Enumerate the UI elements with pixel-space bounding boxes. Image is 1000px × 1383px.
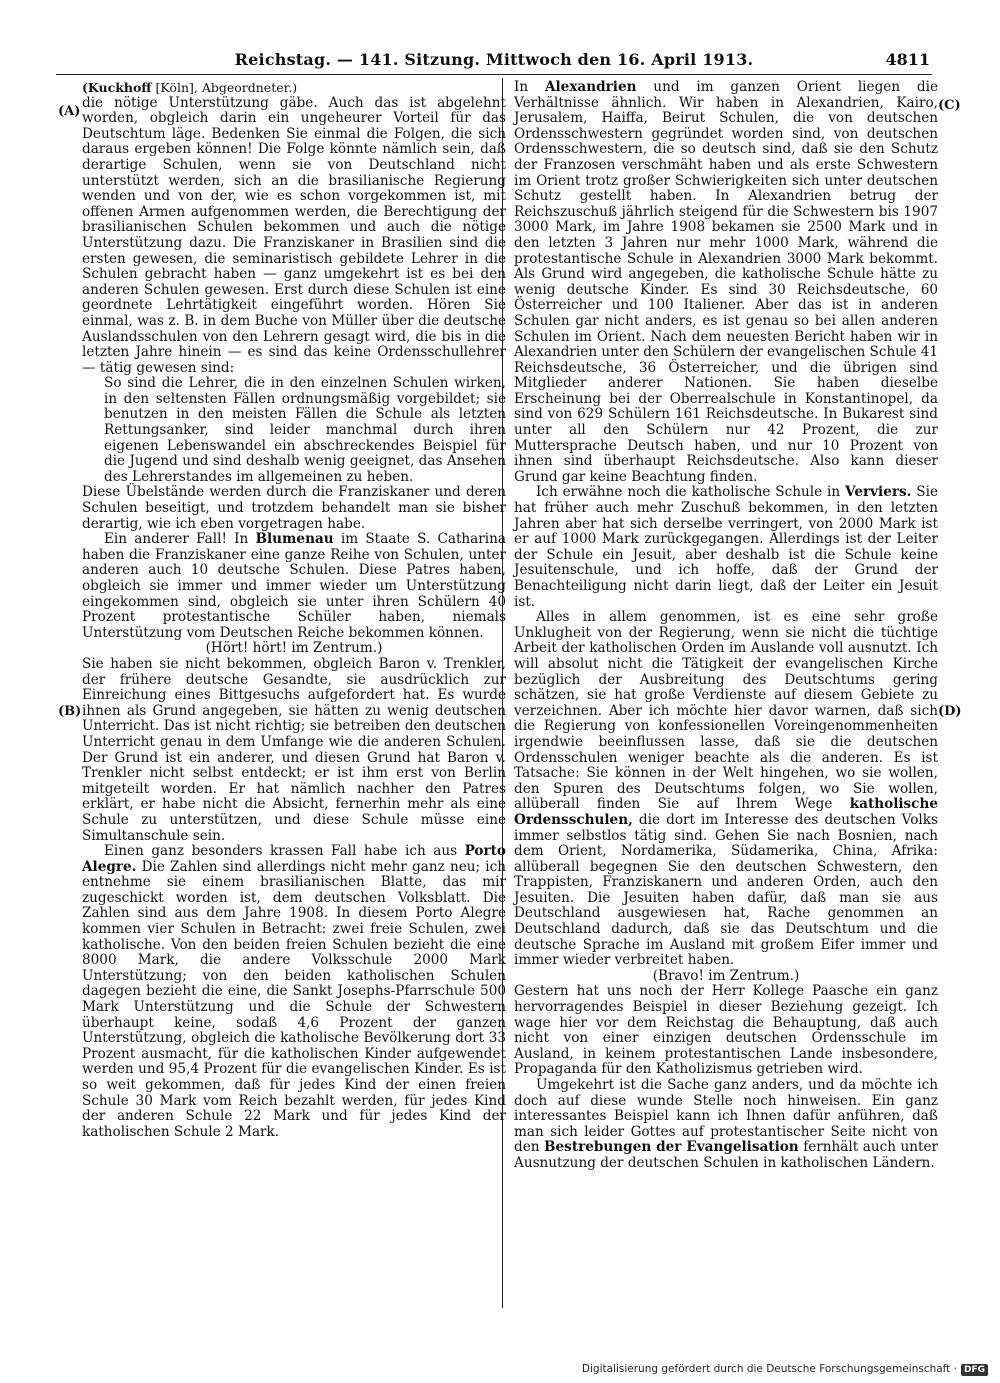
page-number: 4811 xyxy=(885,50,930,69)
page-header xyxy=(56,48,932,75)
paragraph: Umgekehrt ist die Sache ganz anders, und da möchte ich doch auf diese wunde Stelle noch hinweisen. Ein ganz interessantes Beispiel kann ich Ihnen dafür anführen, daß man sich leider Gottes auf protestantischer Seite nicht von den Bestrebungen der Evangelisation fernhält auch unter Ausnutzung der deutschen Schulen in katholischen Ländern. xyxy=(514,1077,938,1171)
speaker-info: [Köln], Abgeordneter.) xyxy=(151,80,298,95)
bold-place-name: Alexandrien xyxy=(544,79,637,95)
paragraph: In Alexandrien und im ganzen Orient liegen die Verhältnisse ähnlich. Wir haben in Alexandrien, Kairo, Jerusalem, Haiffa, Beirut Schulen, die von deutschen Ordensschwestern gegründet worden sind, von deutschen Ordensschwestern, die so deutsch sind, daß sie den Schutz der Franzosen verschmäht haben und als erste Schwestern im Orient trotz großer Schwierigkeiten sich unter deutschen Schutz gestellt haben. In Alexandrien betrug der Reichszuschuß jährlich steigend für die Schwestern bis 1907 3000 Mark, im Jahre 1908 bekamen sie 2500 Mark und in den letzten 3 Jahren nur mehr 1000 Mark, während die protestantische Schule in Alexandrien 3000 Mark bekommt. Als Grund wird angegeben, die katholische Schule hätte zu wenig deutsche Kinder. Es sind 30 Reichsdeutsche, 60 Österreicher und 100 Italiener. Aber das ist in anderen Schulen gar nicht anders, es ist genau so bei allen anderen Schulen im Orient. Nach dem neuesten Bericht haben wir in Alexandrien unter den Schülern der evangelischen Schule 41 Reichsdeutsche, 36 Österreicher, und die übrigen sind Mitglieder anderer Nationen. Sie haben dieselbe Erscheinung bei der Oberrealschule in Konstantinopel, da sind von 629 Schülern 161 Reichsdeutsche. In Bukarest sind unter all den Schülern nur 42 Prozent, die zur Muttersprache Deutsch haben, und nur 10 Prozent von ihnen sind überhaupt Reichsdeutsche. Also kann dieser Grund gar keine Beachtung finden. xyxy=(514,79,938,485)
bold-phrase: Bestrebungen der Evangelisation xyxy=(544,1139,799,1156)
paragraph: Einen ganz besonders krassen Fall habe ich aus Porto Alegre. Die Zahlen sind allerdings nicht mehr ganz neu; ich entnehme sie einem brasilianischen Blatte, das mir zugeschickt worden ist, dem deutschen Volksblatt. Die Zahlen sind aus dem Jahre 1908. In diesem Porto Alegre kommen vier Schulen in Betracht: zwei freie Schulen, zwei katholische. Von den beiden freien Schulen bezieht die eine 8000 Mark, die andere Volksschule 2000 Mark Unterstützung; von den beiden katholischen Schulen dagegen bezieht die eine, die Sankt Josephs-Pfarrschule 500 Mark Unterstützung und die Schule der Schwestern überhaupt keine, sodaß 4,6 Prozent der ganzen Unterstützung, obgleich die katholische Bevölkerung dort 33 Prozent ausmacht, für die katholischen Kinder aufgewendet werden und 95,4 Prozent für die evangelischen Kinder. Es ist so weit gekommen, daß für jedes Kind der einen freien Schule 30 Mark vom Reich bezahlt werden, für jedes Kind der anderen Schule 22 Mark und für jedes Kind der katholischen Schule 2 Mark. xyxy=(82,843,506,1140)
speaker-line xyxy=(82,80,506,96)
right-column xyxy=(514,80,938,1172)
bold-phrase: katholische Ordensschulen, xyxy=(514,796,938,828)
margin-marker-c: (C) xyxy=(938,98,961,113)
paragraph: die nötige Unterstützung gäbe. Auch das ist abgelehnt worden, obgleich darin ein ungeheurer Vorteil für das Deutschtum läge. Bedenken Sie einmal die Folgen, die sich daraus ergeben können! Die Folge könnte nämlich sein, daß derartige Schulen, wenn sie von Deutschland nicht unterstützt werden, sich an die brasilianische Regierung wenden und von der, wie es schon vorgekommen ist, mit offenen Armen aufgenommen werden, die Berechtigung der brasilianischen Schulen bekommen und auch die nötige Unterstützung dazu. Die Franziskaner in Brasilien sind die ersten gewesen, die seminaristisch gebildete Lehrer in die Schulen gebracht haben — ganz umgekehrt ist es bei den anderen Schulen gewesen. Erst durch diese Schulen ist eine geordnete Lehrtätigkeit eingeführt worden. Hören Sie einmal, was z. B. in dem Buche von Müller über die deutsche Auslandsschulen von den Lehrern gesagt wird, die bis in die letzten Jahre hinein — es sind das keine Ordensschullehrer — tätig gewesen sind: xyxy=(82,94,506,376)
paragraph: Sie haben sie nicht bekommen, obgleich Baron v. Trenkler, der frühere deutsche Gesandte, sie ausdrücklich zur Einreichung eines Bittgesuchs aufgefordert hat. Es wurde ihnen als Grund angegeben, sie hätten zu wenig deutschen Unterricht. Das ist nicht richtig; sie betreiben den deutschen Unterricht genau in dem Umfange wie die anderen Schulen. Der Grund ist ein anderer, und diesen Grund hat Baron v. Trenkler nicht selbst entdeckt; er ist ihm erst von Berlin mitgeteilt worden. Er hat nämlich nachher den Patres erklärt, er habe nicht die Absicht, fernerhin mehr als eine Schule zu unterstützen, und diese Schule müsse eine Simultanschule sein. xyxy=(82,655,506,844)
paragraph: Gestern hat uns noch der Herr Kollege Paasche ein ganz hervorragendes Beispiel in dieser Beziehung gezeigt. Ich wage hier vor dem Reichstag die Behauptung, daß auch nicht von einer einzigen deutschen Ordensschule im Ausland, in keinem protestantischen Lande insbesondere, Propaganda für den Katholizismus getrieben wird. xyxy=(514,983,938,1078)
funding-footer xyxy=(582,1363,988,1376)
margin-marker-a: (A) xyxy=(58,104,81,119)
bold-place-name: Blumenau xyxy=(255,531,334,548)
margin-marker-d: (D) xyxy=(938,704,962,719)
header-title: Reichstag. — 141. Sitzung. Mittwoch den 16. April 1913. xyxy=(234,50,754,69)
bold-place-name: Verviers. xyxy=(845,484,912,501)
interjection: (Hört! hört! im Zentrum.) xyxy=(205,640,383,657)
paragraph: Ein anderer Fall! In Blumenau im Staate S. Catharina haben die Franziskaner eine ganze Reihe von Schulen, unter anderen auch 10 deutsche Schulen. Diese Patres haben, obgleich sie immer und immer wieder um Unterstützung eingekommen sind, obgleich sie unter ihren Schülern 40 Prozent protestantische Schüler haben, niemals Unterstützung vom Deutschen Reiche bekommen können. xyxy=(82,531,506,641)
paragraph: Alles in allem genommen, ist es eine sehr große Unklugheit von der Regierung, wenn sie nicht die tüchtige Arbeit der katholischen Orden im Auslande voll ausnutzt. Ich will absolut nicht die Tätigkeit der evangelischen Kirche bezüglich der Ausbreitung des Deutschtums gering schätzen, sie hat große Verdienste auf diesem Gebiete zu verzeichnen. Aber ich möchte hier davor warnen, daß sich die Regierung von konfessionellen Voreingenommenheiten irgendwie beeinflussen lasse, daß sie die deutschen Ordensschulen weniger beachte als die anderen. Es ist Tatsache: Sie können in der Welt hingehen, wo sie wollen, den Spuren des Deutschtums folgen, wo Sie wollen, allüberall finden Sie auf Ihrem Wege katholische Ordensschulen, die dort im Interesse des deutschen Volks immer selbstlos tätig sind. Gehen Sie nach Bosnien, nach dem Orient, Nordamerika, Südamerika, China, Afrika: allüberall begegnen Sie den deutschen Schwestern, den Trappisten, Franziskanern und anderen Orden, auch den Jesuiten. Die Jesuiten haben dafür, daß man sie aus Deutschland ausgewiesen hat, Rache genommen an Deutschland dadurch, daß sie das Deutschtum und die deutsche Sprache im Ausland mit großem Eifer immer und immer wieder verbreitet haben. xyxy=(514,609,938,969)
block-quote: So sind die Lehrer, die in den einzelnen Schulen wirken, in den seltensten Fällen ordnungsmäßig vorgebildet; sie benutzen in den meisten Fällen die Schule als letzten Rettungsanker, sind leider manchmal durch ihren eigenen Lebenswandel ein abschreckendes Beispiel für die Jugend und sind deshalb wenig geeignet, das Ansehen des Lehrerstandes im allgemeinen zu heben. xyxy=(104,375,506,485)
dfg-logo: DFG xyxy=(961,1364,988,1376)
margin-marker-b: (B) xyxy=(58,704,82,719)
left-column xyxy=(82,80,506,1140)
paragraph: Ich erwähne noch die katholische Schule in Verviers. Sie hat früher auch mehr Zuschuß bekommen, in den letzten Jahren aber hat sich derselbe verringert, von 2000 Mark ist er auf 1000 Mark zurückgegangen. Allerdings ist der Leiter der Schule ein Jesuit, aber deshalb ist die Schule keine Jesuitenschule, und ich hoffe, daß der Grund der Benachteiligung nicht darin liegt, daß der Leiter ein Jesuit ist. xyxy=(514,484,939,610)
speaker-name: (Kuckhoff xyxy=(82,80,152,95)
paragraph: Diese Übelstände werden durch die Franziskaner und deren Schulen beseitigt, und trotzdem behandelt man sie bisher derartig, wie ich eben vorgetragen habe. xyxy=(82,484,506,532)
interjection: (Bravo! im Zentrum.) xyxy=(652,967,800,984)
footer-text: Digitalisierung gefördert durch die Deutsche Forschungsgemeinschaft · xyxy=(581,1363,957,1375)
bold-place-name: Porto Alegre. xyxy=(82,843,506,875)
